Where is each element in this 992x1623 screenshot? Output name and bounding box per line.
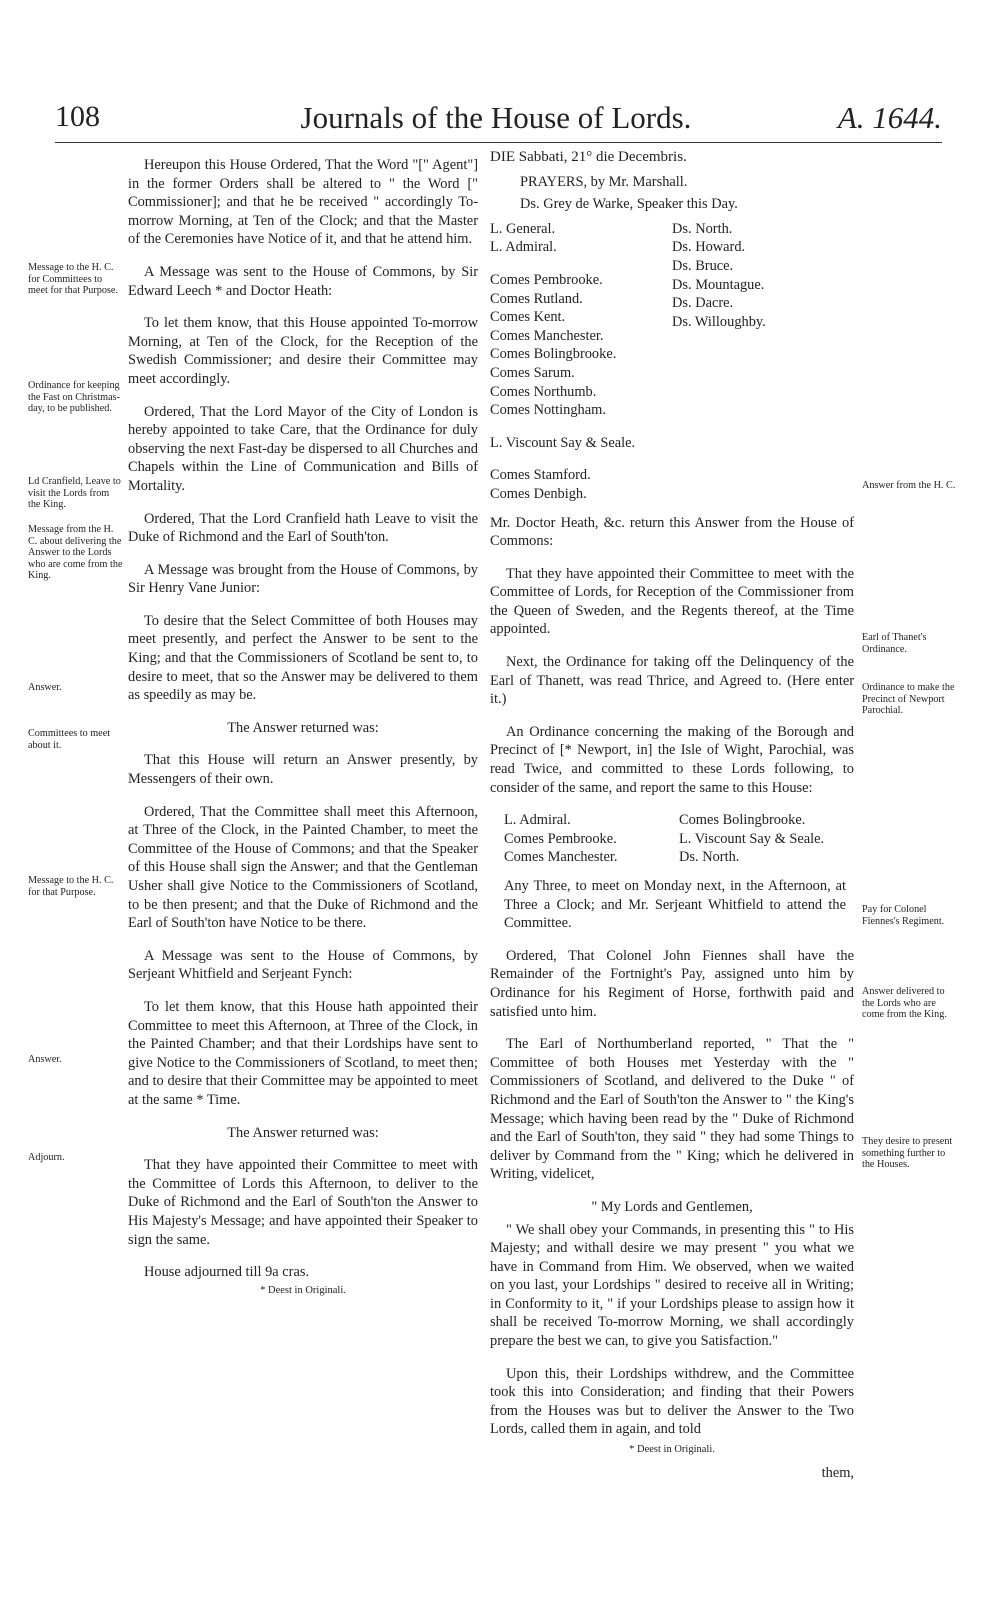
lord: Comes Bolingbrooke. [679,812,806,829]
lord: Comes Bolingbrooke. [490,346,617,363]
lord: Comes Manchester. [490,327,604,344]
margin-note: Ordinance to make the Precinct of Newport Parochial. [862,682,955,717]
lord: Comes Kent. [490,309,566,326]
right-column [490,148,854,1482]
lord: Comes Pembrooke. [504,830,617,847]
paragraph: An Ordinance concerning the making of the Borough and Precinct of [* Newport, in] the Isle of Wight, Parochial, was read Twice, and committed to these Lords following, to consider of the same, and report the same to this House: [490,723,854,796]
lord: Comes Rutland. [490,290,583,307]
paragraph: The Answer returned was: [227,719,379,736]
margin-note: Answer. [28,682,62,693]
paragraph: A Message was sent to the House of Commons, by Sir Edward Leech * and Doctor Heath: [128,263,478,299]
margin-note: Pay for Colonel Fiennes's Regiment. [862,904,945,927]
margin-note: Message to the H. C. for that Purpose. [28,875,114,898]
paragraph: That this House will return an Answer presently, by Messengers of their own. [128,752,478,788]
page-header [0,100,992,140]
lord-gap [490,452,672,466]
margin-note: Adjourn. [28,1152,65,1163]
paragraph: Ordered, That the Lord Cranfield hath Leave to visit the Duke of Richmond and the Earl of South'ton. [128,510,478,546]
lord: Comes Stamford. [490,467,591,484]
lord: Comes Nottingham. [490,402,606,419]
paragraph: The Answer returned was: [227,1124,379,1141]
running-title: Journals of the House of Lords. [300,100,692,135]
lord: Ds. Bruce. [672,257,734,274]
lord: Ds. Mountague. [672,276,765,293]
footnote: * Deest in Originali. [260,1284,346,1296]
paragraph: Mr. Doctor Heath, &c. return this Answer from the House of Commons: [490,514,854,550]
lord: Comes Denbigh. [490,485,587,502]
lord: L. Admiral. [504,812,571,829]
committee-col1 [504,811,679,867]
margin-note: Answer delivered to the Lords who are come from the King. [862,986,947,1021]
lord-gap [490,257,672,271]
year: A. 1644. [837,100,942,135]
lord: Ds. Howard. [672,239,746,256]
margin-note: Answer from the H. C. [862,480,956,491]
lord-gap [490,420,672,434]
page-number: 108 [55,100,100,133]
prayers-line: PRAYERS, by Mr. Marshall. [520,173,688,190]
committee-col2 [679,811,854,867]
margin-note: Earl of Thanet's Ordinance. [862,632,927,655]
paragraph: " We shall obey your Commands, in presenting this " to His Majesty; and withall desire we may present " you what we have in Command from Him. We observed, when we waited on you last, your Lordships " desired to receive all in Writing; in Conformity to it, " if your Lordships please to assign how it shall be received To-morrow Morning, we shall accordingly prepare the best we can, to give you Satisfaction." [490,1221,854,1350]
paragraph: Ordered, That Colonel John Fiennes shall have the Remainder of the Fortnight's Pay, assigned unto him by Ordinance for his Regiment of Horse, forthwith paid and satisfied unto him. [490,947,854,1020]
paragraph: Ordered, That the Lord Mayor of the City of London is hereby appointed to take Care, that the Ordinance for duly observing the next Fast-day be dispersed to all Churches and Chapels within the Line of Communication and Bills of Mortality. [128,403,478,494]
paragraph: To let them know, that this House hath appointed their Committee to meet this Afternoon, at Three of the Clock, in the Painted Chamber; and that their Lordships have sent to give Notice to the Commissioners of Scotland, to meet then; and to desire that their Committee may be appointed to meet at the same * Time. [128,998,478,1108]
paragraph: To let them know, that this House appointed To-morrow Morning, at Ten of the Clock, for the Reception of the Swedish Commissioner; and desire their Committee may meet accordingly. [128,315,478,387]
lord: Ds. North. [679,849,740,866]
paragraph: House adjourned till 9a cras. [144,1264,310,1281]
lord: Comes Pembrooke. [490,271,603,288]
margin-note: Message from the H. C. about delivering the Answer to the Lords who are come from the King. [28,524,123,582]
speaker-line: Ds. Grey de Warke, Speaker this Day. [520,196,738,213]
paragraph: To desire that the Select Committee of both Houses may meet presently, and perfect the Answer to be sent to the King; and that the Commissioners of Scotland be sent to, to desire to meet, that so the Answer may be delivered to them as speedily as may be. [128,612,478,704]
lords-present [490,220,854,504]
paragraph: Next, the Ordinance for taking off the Delinquency of the Earl of Thanett, was read Thrice, and Agreed to. (Here enter it.) [490,654,854,708]
lords-list-col1 [490,220,672,504]
paragraph: " My Lords and Gentlemen, [591,1198,753,1215]
margin-note: Committees to meet about it. [28,728,111,751]
paragraph: The Earl of Northumberland reported, " That the " Committee of both Houses met Yesterday with the " Commissioners of Scotland, and delivered to the Duke " of Richmond and the Earl of South'ton the Answer to " the King's Message; which having been read by the " Duke of Richmond and the Earl of South'ton, they said " they had some Things to deliver by Command from the " King; which he delivered in Writing, videlicet, [490,1036,854,1183]
lord: Comes Northumb. [490,383,597,400]
paragraph: That they have appointed their Committee to meet with the Committee of Lords this Afternoon, to deliver to the Duke of Richmond and the Earl of South'ton the Answer to His Majesty's Message; and have appointed their Speaker to sign the same. [128,1157,478,1248]
left-column [128,156,478,1310]
lord: Comes Sarum. [490,364,575,381]
header-rule [55,142,942,143]
date-line: DIE Sabbati, 21° die Decembris. [490,149,687,165]
lord: Ds. Willoughby. [672,313,766,330]
footnote: * Deest in Originali. [629,1444,715,1456]
paragraph: Any Three, to meet on Monday next, in the Afternoon, at Three a Clock; and Mr. Serjeant Whitfield to attend the Committee. [504,878,846,932]
lord: L. Viscount Say & Seale. [679,830,825,847]
paragraph: That they have appointed their Committee to meet with the Committee of Lords, for Reception of the Commissioner from the Queen of Sweden, and the Regents thereof, at the Time appointed. [490,565,854,638]
paragraph: Upon this, their Lordships withdrew, and the Committee took this into Consideration; and finding that their Powers from the Houses was but to deliver the Answer to the Two Lords, called them in again, and told [490,1365,854,1438]
margin-note: Ordinance for keeping the Fast on Christmas-day, to be published. [28,380,120,415]
lord: L. Admiral. [490,239,557,256]
paragraph: Hereupon this House Ordered, That the Word "[" Agent"] in the former Orders shall be altered to " the Word [" Commissioner]; and that he be received " accordingly To-morrow Morning, at Ten of the Clock; and that the Master of the Ceremonies have Notice of it, and that he attend him. [128,157,478,248]
catchword: them, [821,1464,854,1481]
paragraph: A Message was brought from the House of Commons, by Sir Henry Vane Junior: [128,561,478,597]
paragraph: Ordered, That the Committee shall meet this Afternoon, at Three of the Clock, in the Painted Chamber, to meet the Committee of the House of Commons; and that the Speaker of this House shall sign the Answer; and that the Gentleman Usher shall give Notice to the Commissioners of Scotland, to be then present; and that the Duke of Richmond and the Earl of South'ton have Notice to be there. [128,803,478,932]
committee-list [504,811,854,867]
lords-list-col2 [672,220,854,504]
margin-note: Answer. [28,1054,62,1065]
margin-note: Ld Cranfield, Leave to visit the Lords from the King. [28,476,121,511]
lord: L. General. [490,220,556,237]
lord: L. Viscount Say & Seale. [490,434,636,451]
lord: Ds. Dacre. [672,295,734,312]
margin-note: They desire to present something further to the Houses. [862,1136,953,1171]
lord: Comes Manchester. [504,849,618,866]
margin-note: Message to the H. C. for Committees to meet for that Purpose. [28,262,118,297]
lord: Ds. North. [672,220,733,237]
paragraph: A Message was sent to the House of Commons, by Serjeant Whitfield and Serjeant Fynch: [128,947,478,983]
